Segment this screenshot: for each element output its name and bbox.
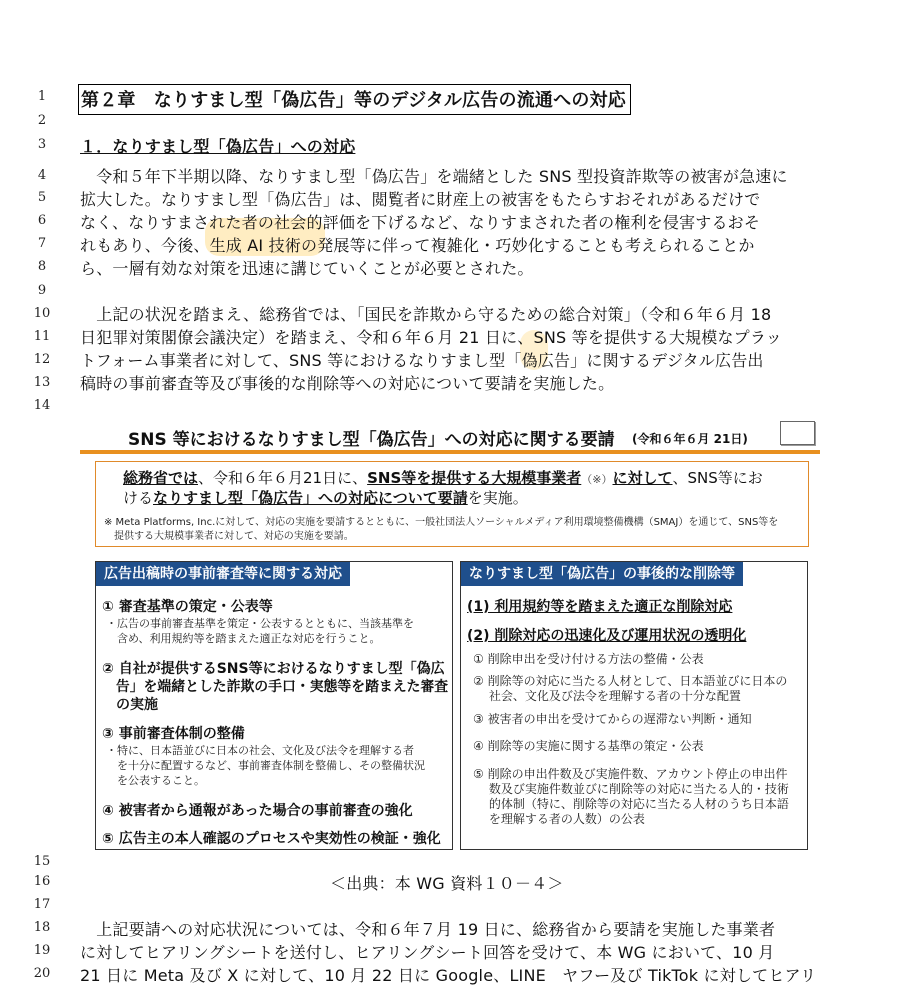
removal-item: 数及び実施件数並びに削除等の対応に当たる人的・技術 — [473, 782, 789, 796]
line-number: 9 — [37, 283, 47, 298]
removal-panel — [460, 561, 808, 850]
measure-detail: ・特に、日本語並びに日本の社会、文化及び法令を理解する者 — [106, 744, 414, 757]
body-text-line: トフォーム事業者に対して、SNS 等におけるなりすまし型「偽広告」に関するデジタル広告出 — [80, 351, 764, 370]
removal-heading: (1) 利用規約等を踏まえた適正な削除対応 — [467, 599, 733, 615]
removal-item: 的体制（特に、削除等の対応に当たる人材のうち日本語 — [473, 797, 789, 811]
line-number: 12 — [33, 352, 51, 367]
measure-title: ② 自社が提供するSNS等におけるなりすまし型「偽広 — [102, 661, 445, 677]
figure-summary-box — [95, 461, 809, 547]
summary-line — [123, 467, 763, 488]
figure-corner-box — [780, 421, 815, 445]
measure-detail: を公表すること。 — [106, 774, 205, 787]
body-text-line: 拡大した。なりすまし型「偽広告」は、閲覧者に財産上の被害をもたらすおそれがあるだけで — [80, 190, 761, 209]
figure-date: (令和６年６月 21日) — [632, 432, 748, 446]
summary-to: に対して — [612, 469, 673, 487]
pre-review-panel — [95, 561, 453, 850]
body-text-line: ら、一層有効な対策を迅速に講じていくことが必要とされた。 — [80, 259, 534, 278]
measure-title: ① 審査基準の策定・公表等 — [102, 599, 273, 615]
measure-detail: ・広告の事前審査基準を策定・公表するとともに、当該基準を — [106, 617, 414, 630]
removal-item: ⑤ 削除の申出件数及び実施件数、アカウント停止の申出件 — [473, 767, 788, 781]
measure-title: 告」を端緒とした詐欺の手口・実態等を踏まえた審査 — [102, 679, 449, 695]
line-number: 8 — [37, 259, 47, 274]
figure-divider — [80, 450, 820, 454]
line-number: 18 — [33, 920, 51, 935]
figure-title: SNS 等におけるなりすまし型「偽広告」への対応に関する要請 — [128, 430, 615, 450]
measure-detail: 含め、利用規約等を踏まえた適正な対応を行うこと。 — [106, 632, 381, 645]
removal-item: ② 削除等の対応に当たる人材として、日本語並びに日本の — [473, 674, 788, 688]
body-text-line: 稿時の事前審査等及び事後的な削除等への対応について要請を実施した。 — [80, 374, 615, 393]
line-number: 14 — [33, 398, 51, 413]
line-number: 19 — [33, 943, 51, 958]
measure-title: ③ 事前審査体制の整備 — [102, 726, 245, 742]
line-number: 6 — [37, 213, 47, 228]
line-number: 7 — [37, 236, 47, 251]
summary-note-mark: （※） — [581, 473, 613, 486]
removal-item: ③ 被害者の申出を受けてからの遅滞ない判断・通知 — [473, 712, 752, 726]
body-text-line: 日犯罪対策閣僚会議決定）を踏まえ、令和６年６月 21 日に、SNS 等を提供する大規模なプラッ — [80, 328, 782, 347]
summary-start: ける — [123, 489, 154, 507]
line-number: 2 — [37, 113, 47, 128]
summary-ministry: 総務省では — [123, 469, 199, 487]
summary-line — [123, 487, 528, 508]
line-number: 3 — [37, 137, 47, 152]
measure-title: の実施 — [102, 697, 158, 713]
chapter-title: 第２章 なりすまし型「偽広告」等のデジタル広告の流通への対応 — [78, 84, 631, 115]
measure-detail: を十分に配置するなど、事前審査体制を整備し、その整備状況 — [106, 759, 425, 772]
removal-panel-header: なりすまし型「偽広告」の事後的な削除等 — [461, 562, 743, 586]
removal-heading: (2) 削除対応の迅速化及び運用状況の透明化 — [467, 628, 747, 644]
pre-review-panel-header: 広告出稿時の事前審査等に関する対応 — [96, 562, 350, 586]
removal-item: ④ 削除等の実施に関する基準の策定・公表 — [473, 739, 704, 753]
line-number: 16 — [33, 874, 51, 889]
line-number: 17 — [33, 897, 51, 912]
body-text-line: なく、なりすまされた者の社会的評価を下げるなど、なりすまされた者の権利を侵害するおそ — [80, 213, 761, 232]
removal-item: 社会、文化及び法令を理解する者の十分な配置 — [473, 689, 741, 703]
summary-date: 、令和６年６月21日に、 — [198, 469, 368, 487]
line-number: 15 — [33, 854, 51, 869]
summary-end: 、SNS等にお — [672, 469, 763, 487]
line-number: 5 — [37, 190, 47, 205]
summary-target: SNS等を提供する大規模事業者 — [367, 469, 582, 487]
body-text-line: に対してヒアリングシートを送付し、ヒアリングシート回答を受けて、本 WG において、10 月 — [80, 943, 775, 962]
summary-footnote: 提供する大規模事業者に対して、対応の実施を要請。 — [104, 531, 354, 542]
section-title: １．なりすまし型「偽広告」への対応 — [80, 137, 356, 156]
measure-title: ④ 被害者から通報があった場合の事前審査の強化 — [102, 803, 413, 819]
body-text-line: 上記要請への対応状況については、令和６年７月 19 日に、総務省から要請を実施した事業者 — [80, 920, 776, 939]
line-number: 20 — [33, 966, 51, 981]
figure-source: ＜出典：本 WG 資料１０－４＞ — [330, 874, 564, 893]
measure-title: ⑤ 広告主の本人確認のプロセスや実効性の検証・強化 — [102, 831, 441, 847]
removal-item: ① 削除申出を受け付ける方法の整備・公表 — [473, 652, 704, 666]
body-text-line: 上記の状況を踏まえ、総務省では、「国民を詐欺から守るための総合対策」（令和６年６月 18 — [80, 305, 772, 324]
line-number: 1 — [37, 89, 47, 104]
line-number: 11 — [33, 329, 51, 344]
removal-item: を理解する者の人数）の公表 — [473, 812, 645, 826]
line-number: 4 — [37, 168, 47, 183]
body-text-line: 21 日に Meta 及び X に対して、10 月 22 日に Google、LINE ヤフー及び TikTok に対してヒアリ — [80, 966, 817, 985]
body-text-line: れもあり、今後、生成 AI 技術の発展等に伴って複雑化・巧妙化することも考えられることか — [80, 236, 755, 255]
body-text-line: 令和５年下半期以降、なりすまし型「偽広告」を端緒とした SNS 型投資詐欺等の被害が急速に — [80, 167, 788, 186]
line-number: 13 — [33, 375, 51, 390]
line-number: 10 — [33, 306, 51, 321]
summary-end: を実施。 — [467, 489, 528, 507]
summary-topic: なりすまし型「偽広告」への対応について要請 — [153, 489, 468, 507]
summary-footnote: ※ Meta Platforms, Inc.に対して、対応の実施を要請するとともに、一般社団法人ソーシャルメディア利用環境整備機構（SMAJ）を通じて、SNS等を — [104, 517, 779, 528]
